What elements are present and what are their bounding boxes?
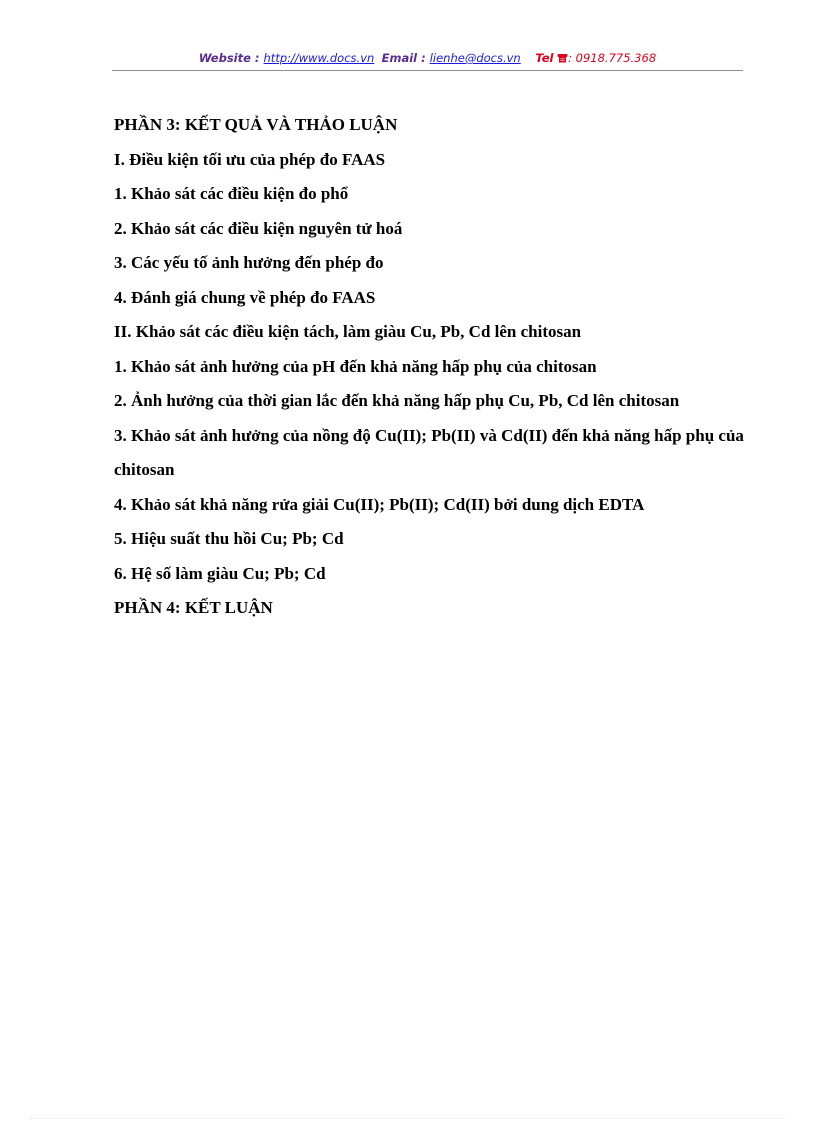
- phone-icon: [557, 53, 568, 63]
- section1-item: 2. Khảo sát các điều kiện nguyên tử hoá: [114, 218, 403, 238]
- section1-item: 4. Đánh giá chung về phép đo FAAS: [114, 287, 376, 307]
- website-label: Website :: [198, 51, 264, 65]
- email-link[interactable]: lienhe@docs.vn: [429, 51, 521, 65]
- document-body: [114, 108, 754, 626]
- email-label: Email: [381, 51, 418, 65]
- section2-item: 1. Khảo sát ảnh hưởng của pH đến khả năng hấp phụ của chitosan: [114, 356, 597, 376]
- tel-label: Tel: [535, 51, 554, 65]
- section2-item: 6. Hệ số làm giàu Cu; Pb; Cd: [114, 563, 326, 583]
- section1-item: 1. Khảo sát các điều kiện đo phổ: [114, 184, 349, 203]
- section2-item: 5. Hiệu suất thu hồi Cu; Pb; Cd: [114, 529, 344, 548]
- section1-heading: I. Điều kiện tối ưu của phép đo FAAS: [114, 149, 386, 169]
- email-separator: :: [417, 51, 430, 65]
- part3-heading: PHẦN 3: KẾT QUẢ VÀ THẢO LUẬN: [114, 115, 398, 134]
- tel-value: : 0918.775.368: [568, 51, 657, 65]
- section2-heading: II. Khảo sát các điều kiện tách, làm giàu Cu, Pb, Cd lên chitosan: [114, 322, 582, 341]
- section2-item: 4. Khảo sát khả năng rửa giải Cu(II); Pb(II); Cd(II) bởi dung dịch EDTA: [114, 494, 645, 514]
- section1-item: 3. Các yếu tố ảnh hưởng đến phép đo: [114, 253, 384, 272]
- page-bottom-divider: [30, 1118, 786, 1119]
- part4-heading: PHẦN 4: KẾT LUẬN: [114, 598, 273, 617]
- section2-item: 2. Ảnh hưởng của thời gian lắc đến khả năng hấp phụ Cu, Pb, Cd lên chitosan: [114, 391, 680, 410]
- website-link[interactable]: http://www.docs.vn: [263, 51, 375, 65]
- page-header: [112, 51, 743, 71]
- section2-item: 3. Khảo sát ảnh hưởng của nồng độ Cu(II); Pb(II) và Cd(II) đến khả năng hấp phụ của chitosan: [114, 425, 744, 479]
